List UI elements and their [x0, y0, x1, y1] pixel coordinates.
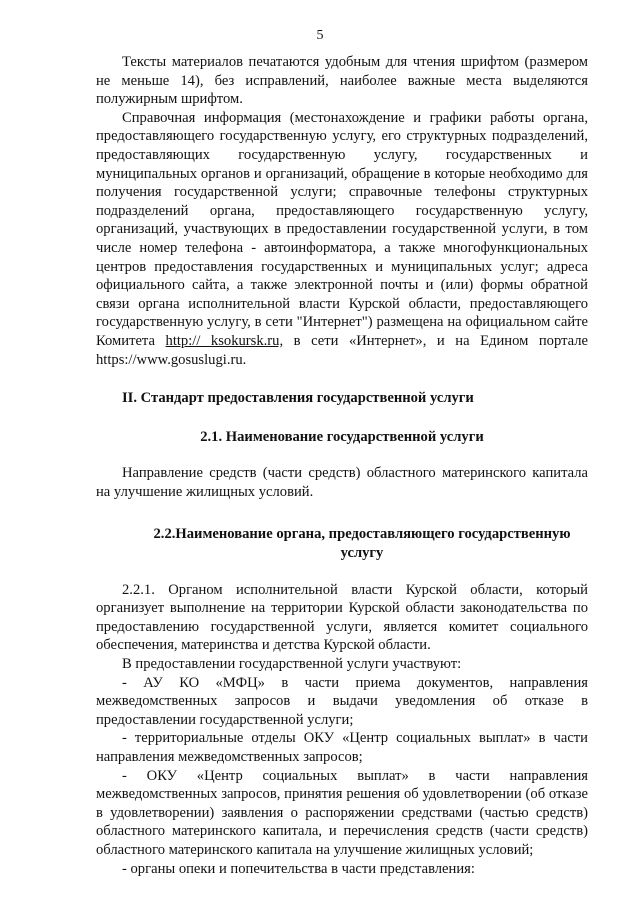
paragraph-reference-info	[96, 109, 588, 369]
reference-info-text: Справочная информация (местонахождение и графики работы органа, предоставляющего государственную услугу, его структурных подразделений, предоставляющих государственную услугу, государственных и муниципальных органов и организаций, обращение в которые необходимо для получения государственной услуги; справочные телефоны структурных подразделений органа, предоставляющего государственную услугу, организаций, участвующих в предоставлении государственной услуги, в том числе номер телефона - автоинформатора, а также многофункциональных центров предоставления государственных и муниципальных услуг; адреса официального сайта, а также электронной почты и (или) формы обратной связи органа исполнительной власти Курской области, предоставляющего государственную услугу, в сети "Интернет") размещена на официальном сайте Комитета	[96, 109, 588, 349]
section-ii-heading: II. Стандарт предоставления государственной услуги	[122, 390, 474, 407]
section-2-2-heading: 2.2.Наименование органа, предоставляющего государственную услугу	[153, 526, 571, 562]
list-item-oku-payments: - ОКУ «Центр социальных выплат» в части направления межведомственных запросов, принятия решения об удовлетворении (об отказе в удовлетворении) заявления о распоряжении средствами (частью средств) областного материнского капитала, и перечисления средств (части средств) областного материнского капитала на улучшение жилищных условий;	[96, 767, 588, 858]
paragraph-2-2-1: 2.2.1. Органом исполнительной власти Курской области, который организует выполнение на территории Курской области законодательства по предоставлению государственной услуги, является комитет социального обеспечения, материнства и детства Курской области.	[96, 581, 588, 654]
section-2-1-heading: 2.1. Наименование государственной услуги	[200, 428, 484, 445]
committee-site-link[interactable]: http:// ksokursk.ru,	[165, 332, 284, 349]
list-item-mfc: - АУ КО «МФЦ» в части приема документов, направления межведомственных запросов и выдачи уведомления об отказе в предоставлении государственной услуги;	[96, 674, 588, 728]
paragraph-font-requirements: Тексты материалов печатаются удобным для чтения шрифтом (размером не меньше 14), без исправлений, наиболее важные места выделяются полужирным шрифтом.	[96, 54, 588, 108]
document-body	[96, 53, 588, 878]
service-name-text: Направление средств (части средств) областного материнского капитала на улучшение жилищных условий.	[96, 465, 588, 500]
reference-info-tail: в сети «Интернет», и на Едином портале https://www.gosuslugi.ru.	[96, 332, 589, 368]
list-item-guardianship: - органы опеки и попечительства в части представления:	[122, 860, 475, 877]
list-item-territorial-offices: - территориальные отделы ОКУ «Центр социальных выплат» в части направления межведомственных запросов;	[96, 730, 588, 765]
page-number: 5	[316, 28, 324, 43]
participants-intro: В предоставлении государственной услуги участвуют:	[122, 656, 462, 673]
